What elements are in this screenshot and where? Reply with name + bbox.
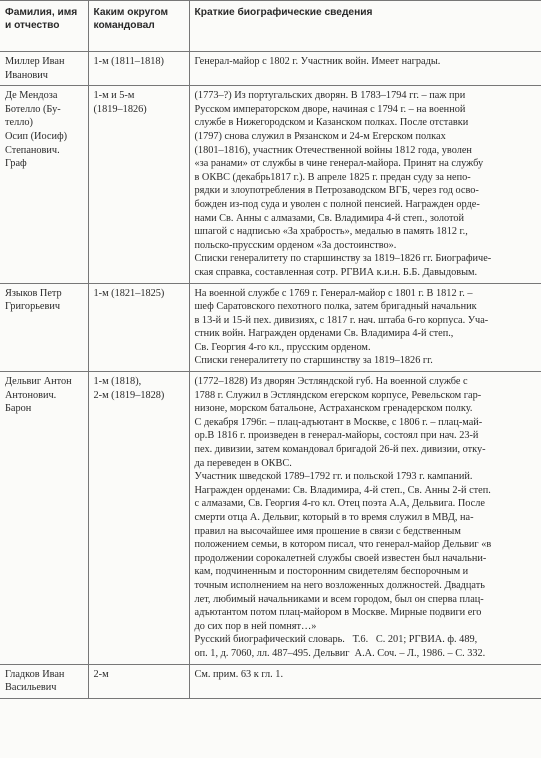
bio-line: стник войн. Награжден орденами Св. Владимира 4-й степ., [194, 328, 454, 340]
name-line: Языков Петр [5, 287, 62, 299]
district-line: (1819–1826) [93, 103, 147, 115]
bio-line: пех. дивизии, затем командовал бригадой 26-й пех. дивизии, отку- [194, 444, 486, 456]
name-line: Миллер Иван [5, 56, 65, 67]
bio-line: адъютантом потом плац-майором в Москве. Мирные подвиги его [194, 607, 482, 619]
bio-line: нами Св. Анны с алмазами, Св. Владимира 4-й степ., золотой [194, 212, 465, 224]
bio-line: Русский биографический словарь. Т.6. С. 201; РГВИА. ф. 489, [194, 634, 478, 646]
district-line: 1-м и 5-м [93, 90, 135, 102]
bio-line: смерти отца А. Дельвиг, который в то время служил в МВД, на- [194, 512, 474, 523]
name-cell [0, 283, 88, 372]
bio-line: с алмазами, Св. Георгия 4-го кл. Отец поэта А.А, Дельвига. После [194, 498, 485, 510]
district-line: 1-м (1818), [93, 376, 142, 388]
name-line: Степанович. [5, 144, 60, 156]
district-line: 2-м [93, 668, 109, 680]
name-cell [0, 664, 88, 698]
bio-cell [189, 52, 541, 86]
district-cell [88, 372, 189, 664]
bio-line: Списки генералитету по старшинству за 1819–1826 гг. Биографиче- [194, 253, 492, 265]
district-cell [88, 52, 189, 86]
name-line: Ботелло (Бу- [5, 103, 61, 115]
header-bio: Краткие биографические сведения [189, 1, 541, 52]
bio-line: продолжении сорокалетней службы своей известен был начальни- [194, 552, 487, 564]
bio-line: Участник шведской 1789–1792 гг. и польской 1793 г. кампаний. [194, 471, 473, 483]
district-cell [88, 283, 189, 372]
bio-line: оп. 1, д. 7060, лл. 487–495. Дельвиг А.А. Соч. – Л., 1986. – С. 332. [194, 647, 486, 659]
bio-line: да переведен в ОКВС. [194, 457, 292, 469]
name-line: Григорьевич [5, 301, 61, 313]
header-district: Каким округом командовал [88, 1, 189, 52]
table-row [0, 283, 541, 372]
name-line: Антонович. [5, 389, 57, 401]
bio-line: 1788 г. Служил в Эстляндском егерском корпусе, Ревельском гар- [194, 389, 482, 401]
bio-line: в 13-й и 15-й пех. дивизиях, с 1817 г. нач. штаба 6-го корпуса. Уча- [194, 314, 489, 326]
table-header-row [0, 1, 541, 52]
bio-line: (1773–?) Из португальских дворян. В 1783–1794 гг. – паж при [194, 90, 466, 102]
bio-line: (1801–1816), участник Отечественной войны 1812 года, уволен [194, 144, 472, 156]
bio-line: низоне, морском батальоне, Астраханском гренадерском полку. [194, 403, 473, 415]
district-line: 1-м (1811–1818) [93, 56, 164, 67]
bio-line: См. прим. 63 к гл. 1. [194, 668, 284, 680]
name-line: Барон [5, 403, 32, 415]
bio-line: Награжден орденами: Св. Владимира, 4-й степ., Св. Анны 2-й степ. [194, 484, 491, 496]
header-name: Фамилия, имя и отчество [0, 1, 88, 52]
table-row [0, 372, 541, 664]
bio-line: в ОКВС (декабрь1817 г.). В апреле 1825 г. предан суду за непо- [194, 171, 471, 183]
bio-line: ор.В 1816 г. произведен в генерал-майоры, состоял при нач. 23-й [194, 430, 479, 442]
bio-line: положением семьи, в котором писал, что генерал-майор Дельвиг «в [194, 539, 492, 551]
bio-cell [189, 372, 541, 664]
bio-line: кам, подчиненным и посторонним свидетелям беспорочным и [194, 566, 469, 578]
bio-line: ская справка, составленная сотр. РГВИА к.и.н. Б.Б. Давыдовым. [194, 266, 478, 278]
bio-line: правил на высочайшее имя прошение в связи с бедственным [194, 525, 461, 537]
bio-line: Св. Георгия 4-го кл., прусским орденом. [194, 341, 371, 353]
name-line: Васильевич [5, 682, 57, 694]
name-line: телло) [5, 117, 33, 129]
bio-cell [189, 664, 541, 698]
bio-line: службе в Нижегородском и Казанском полках. После отставки [194, 117, 469, 129]
name-line: Гладков Иван [5, 668, 65, 680]
bio-cell [189, 283, 541, 372]
table-row [0, 52, 541, 86]
bio-line: Русском императорском дворе, начиная с 1794 г. – на военной [194, 103, 466, 115]
bio-line: С декабря 1796г. – плац-адъютант в Москве, с 1806 г. – плац-май- [194, 416, 483, 428]
name-cell [0, 86, 88, 283]
bio-line: божден из-под суда и уволен с полной пенсией. Награжден орде- [194, 198, 480, 210]
bio-line: На военной службе с 1769 г. Генерал-майор с 1801 г. В 1812 г. – [194, 287, 473, 299]
bio-line: лет, любимый начальниками и всем городом, был он сперва плац- [194, 593, 484, 605]
name-cell [0, 372, 88, 664]
district-cell [88, 664, 189, 698]
table-row [0, 86, 541, 283]
bio-line: шпагой с надписью «За храбрость», медалью в память 1812 г., [194, 226, 468, 238]
bio-cell [189, 86, 541, 283]
name-line: Осип (Иосиф) [5, 130, 68, 142]
bio-line: рядки и злоупотребления в Петрозаводском ВГБ, через год осво- [194, 185, 479, 197]
bio-line: Генерал-майор с 1802 г. Участник войн. Имеет награды. [194, 56, 441, 67]
district-line: 2-м (1819–1828) [93, 389, 165, 401]
bio-line: (1772–1828) Из дворян Эстляндской губ. На военной службе с [194, 376, 468, 388]
name-line: Граф [5, 158, 27, 170]
table-row [0, 664, 541, 698]
district-cell [88, 86, 189, 283]
name-line: Де Мендоза [5, 90, 58, 102]
name-cell [0, 52, 88, 86]
bio-line: Списки генералитету по старшинству за 1819–1826 гг. [194, 355, 433, 367]
bio-line: точным исполнением на него возложенных должностей. Двадцать [194, 579, 485, 591]
bio-line: «за ранами» от службы в чине генерал-майора. Принят на службу [194, 158, 484, 170]
bio-line: шеф Саратовского пехотного полка, затем бригадный начальник [194, 301, 477, 313]
bio-line: польско-прусским орденом «За достоинство». [194, 239, 397, 251]
bio-line: до сих пор в ней помнят…» [194, 620, 317, 632]
name-line: Дельвиг Антон [5, 376, 72, 388]
name-line: Иванович [5, 69, 48, 81]
district-line: 1-м (1821–1825) [93, 287, 165, 299]
bio-line: (1797) снова служил в Рязанском и 24-м Егерском полках [194, 130, 446, 142]
